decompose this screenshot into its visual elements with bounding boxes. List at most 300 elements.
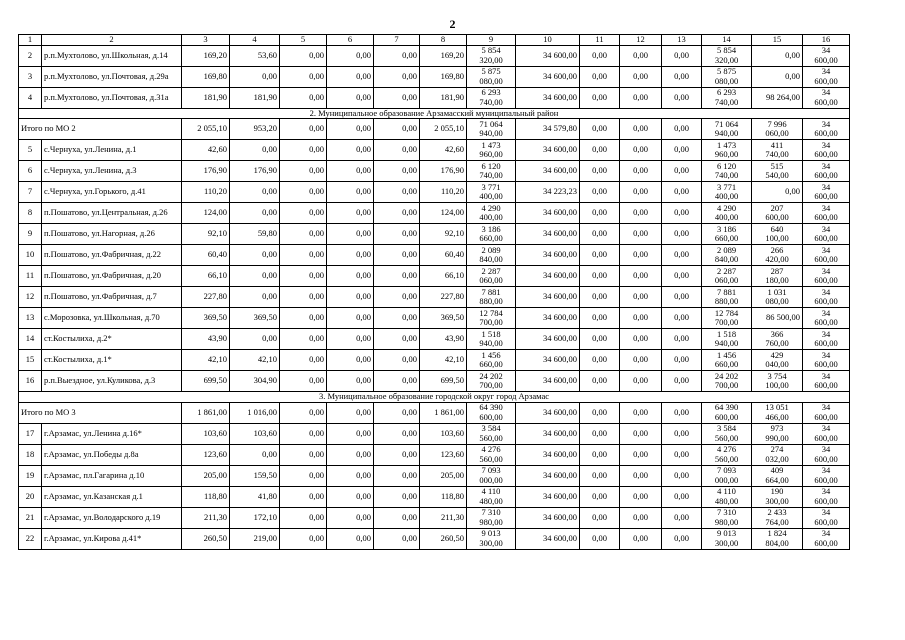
value-cell: 0,00 bbox=[327, 266, 374, 287]
value-cell: 103,60 bbox=[182, 423, 230, 444]
value-cell: 34 600,00 bbox=[516, 45, 580, 66]
value-cell: 0,00 bbox=[374, 423, 420, 444]
value-cell: 205,00 bbox=[420, 465, 467, 486]
value-cell: 34 600,00 bbox=[516, 287, 580, 308]
value-cell: 0,00 bbox=[620, 140, 662, 161]
value-cell: 123,60 bbox=[420, 444, 467, 465]
value-cell: 34 600,00 bbox=[516, 245, 580, 266]
table-row bbox=[19, 245, 850, 266]
value-cell: 42,10 bbox=[182, 350, 230, 371]
value-cell: 0,00 bbox=[620, 224, 662, 245]
value-cell: 0,00 bbox=[620, 203, 662, 224]
value-cell: 159,50 bbox=[230, 465, 280, 486]
value-cell: 0,00 bbox=[280, 245, 327, 266]
value-cell: 0,00 bbox=[620, 465, 662, 486]
value-cell: 0,00 bbox=[327, 245, 374, 266]
column-number-row bbox=[19, 35, 850, 46]
value-cell: 34 600,00 bbox=[803, 119, 850, 140]
address-cell: г.Арзамас, ул.Володарского д.19 bbox=[42, 507, 182, 528]
value-cell: 260,50 bbox=[182, 528, 230, 549]
address-cell: г.Арзамас, ул.Победы д.8а bbox=[42, 444, 182, 465]
value-cell: 3 186 660,00 bbox=[702, 224, 752, 245]
address-cell: с.Чернуха, ул.Ленина, д.3 bbox=[42, 161, 182, 182]
address-cell: с.Чернуха, ул.Ленина, д.1 bbox=[42, 140, 182, 161]
value-cell: 1 824 804,00 bbox=[752, 528, 803, 549]
table-row bbox=[19, 66, 850, 87]
value-cell: 0,00 bbox=[662, 140, 702, 161]
value-cell: 0,00 bbox=[327, 507, 374, 528]
value-cell: 0,00 bbox=[580, 45, 620, 66]
value-cell: 34 600,00 bbox=[803, 45, 850, 66]
column-number: 13 bbox=[662, 35, 702, 46]
value-cell: 266 420,00 bbox=[752, 245, 803, 266]
column-number: 3 bbox=[182, 35, 230, 46]
value-cell: 0,00 bbox=[327, 350, 374, 371]
value-cell: 60,40 bbox=[420, 245, 467, 266]
value-cell: 0,00 bbox=[620, 371, 662, 392]
value-cell: 0,00 bbox=[374, 465, 420, 486]
value-cell: 34 600,00 bbox=[516, 224, 580, 245]
value-cell: 12 784 700,00 bbox=[702, 308, 752, 329]
table-row bbox=[19, 423, 850, 444]
value-cell: 181,90 bbox=[182, 87, 230, 108]
value-cell: 0,00 bbox=[230, 287, 280, 308]
column-number: 7 bbox=[374, 35, 420, 46]
value-cell: 169,80 bbox=[420, 66, 467, 87]
value-cell: 0,00 bbox=[374, 329, 420, 350]
value-cell: 0,00 bbox=[327, 140, 374, 161]
value-cell: 34 600,00 bbox=[516, 140, 580, 161]
value-cell: 34 600,00 bbox=[516, 66, 580, 87]
value-cell: 0,00 bbox=[280, 224, 327, 245]
value-cell: 0,00 bbox=[327, 66, 374, 87]
value-cell: 0,00 bbox=[662, 119, 702, 140]
value-cell: 0,00 bbox=[374, 245, 420, 266]
value-cell: 7 093 000,00 bbox=[702, 465, 752, 486]
value-cell: 34 600,00 bbox=[803, 66, 850, 87]
value-cell: 227,80 bbox=[420, 287, 467, 308]
table-row bbox=[19, 507, 850, 528]
value-cell: 0,00 bbox=[230, 329, 280, 350]
value-cell: 0,00 bbox=[620, 66, 662, 87]
value-cell: 42,10 bbox=[230, 350, 280, 371]
value-cell: 0,00 bbox=[374, 444, 420, 465]
value-cell: 1 456 660,00 bbox=[467, 350, 516, 371]
value-cell: 0,00 bbox=[374, 507, 420, 528]
value-cell: 0,00 bbox=[327, 224, 374, 245]
value-cell: 0,00 bbox=[374, 203, 420, 224]
value-cell: 0,00 bbox=[374, 266, 420, 287]
address-cell: с.Морозовка, ул.Школьная, д.70 bbox=[42, 308, 182, 329]
value-cell: 366 760,00 bbox=[752, 329, 803, 350]
column-number: 11 bbox=[580, 35, 620, 46]
value-cell: 0,00 bbox=[662, 350, 702, 371]
value-cell: 0,00 bbox=[580, 423, 620, 444]
value-cell: 34 600,00 bbox=[803, 87, 850, 108]
value-cell: 60,40 bbox=[182, 245, 230, 266]
table-row bbox=[19, 308, 850, 329]
value-cell: 3 584 560,00 bbox=[467, 423, 516, 444]
value-cell: 34 600,00 bbox=[803, 308, 850, 329]
total-row bbox=[19, 119, 850, 140]
value-cell: 92,10 bbox=[420, 224, 467, 245]
value-cell: 0,00 bbox=[280, 486, 327, 507]
value-cell: 0,00 bbox=[620, 161, 662, 182]
value-cell: 260,50 bbox=[420, 528, 467, 549]
value-cell: 34 600,00 bbox=[516, 371, 580, 392]
value-cell: 4 276 560,00 bbox=[467, 444, 516, 465]
value-cell: 0,00 bbox=[662, 66, 702, 87]
value-cell: 172,10 bbox=[230, 507, 280, 528]
value-cell: 0,00 bbox=[280, 287, 327, 308]
value-cell: 0,00 bbox=[374, 486, 420, 507]
table-row bbox=[19, 87, 850, 108]
address-cell: ст.Костылиха, д.2* bbox=[42, 329, 182, 350]
value-cell: 0,00 bbox=[374, 45, 420, 66]
table-row bbox=[19, 161, 850, 182]
value-cell: 34 600,00 bbox=[803, 465, 850, 486]
table-row bbox=[19, 486, 850, 507]
value-cell: 2 287 060,00 bbox=[467, 266, 516, 287]
column-number: 6 bbox=[327, 35, 374, 46]
value-cell: 3 771 400,00 bbox=[702, 182, 752, 203]
value-cell: 369,50 bbox=[420, 308, 467, 329]
value-cell: 0,00 bbox=[580, 528, 620, 549]
row-number: 20 bbox=[19, 486, 42, 507]
value-cell: 0,00 bbox=[662, 423, 702, 444]
table-row bbox=[19, 140, 850, 161]
value-cell: 2 287 060,00 bbox=[702, 266, 752, 287]
value-cell: 34 600,00 bbox=[803, 402, 850, 423]
value-cell: 411 740,00 bbox=[752, 140, 803, 161]
value-cell: 0,00 bbox=[230, 266, 280, 287]
value-cell: 1 031 080,00 bbox=[752, 287, 803, 308]
value-cell: 7 093 000,00 bbox=[467, 465, 516, 486]
value-cell: 0,00 bbox=[662, 224, 702, 245]
table-row bbox=[19, 528, 850, 549]
value-cell: 5 854 320,00 bbox=[467, 45, 516, 66]
value-cell: 34 600,00 bbox=[516, 402, 580, 423]
section-header-row bbox=[19, 108, 850, 119]
value-cell: 0,00 bbox=[662, 245, 702, 266]
value-cell: 64 390 600,00 bbox=[702, 402, 752, 423]
value-cell: 0,00 bbox=[280, 350, 327, 371]
value-cell: 369,50 bbox=[230, 308, 280, 329]
value-cell: 64 390 600,00 bbox=[467, 402, 516, 423]
value-cell: 0,00 bbox=[580, 402, 620, 423]
value-cell: 0,00 bbox=[580, 66, 620, 87]
value-cell: 2 433 764,00 bbox=[752, 507, 803, 528]
value-cell: 34 600,00 bbox=[516, 87, 580, 108]
address-cell: с.Чернуха, ул.Горького, д.41 bbox=[42, 182, 182, 203]
value-cell: 0,00 bbox=[280, 465, 327, 486]
value-cell: 1 518 940,00 bbox=[467, 329, 516, 350]
value-cell: 7 881 880,00 bbox=[702, 287, 752, 308]
value-cell: 0,00 bbox=[752, 45, 803, 66]
value-cell: 0,00 bbox=[230, 140, 280, 161]
value-cell: 2 055,10 bbox=[182, 119, 230, 140]
value-cell: 0,00 bbox=[280, 402, 327, 423]
value-cell: 0,00 bbox=[620, 182, 662, 203]
value-cell: 0,00 bbox=[230, 444, 280, 465]
value-cell: 640 100,00 bbox=[752, 224, 803, 245]
value-cell: 0,00 bbox=[280, 119, 327, 140]
value-cell: 34 600,00 bbox=[803, 245, 850, 266]
value-cell: 0,00 bbox=[280, 203, 327, 224]
address-cell: р.п.Мухтолово, ул.Почтовая, д.29а bbox=[42, 66, 182, 87]
value-cell: 59,80 bbox=[230, 224, 280, 245]
value-cell: 0,00 bbox=[662, 528, 702, 549]
value-cell: 34 600,00 bbox=[516, 444, 580, 465]
address-cell: р.п.Мухтолово, ул.Почтовая, д.31а bbox=[42, 87, 182, 108]
value-cell: 0,00 bbox=[280, 182, 327, 203]
value-cell: 0,00 bbox=[230, 182, 280, 203]
value-cell: 0,00 bbox=[580, 87, 620, 108]
value-cell: 34 600,00 bbox=[803, 371, 850, 392]
value-cell: 0,00 bbox=[580, 444, 620, 465]
value-cell: 205,00 bbox=[182, 465, 230, 486]
value-cell: 4 290 400,00 bbox=[702, 203, 752, 224]
value-cell: 0,00 bbox=[620, 45, 662, 66]
value-cell: 34 600,00 bbox=[516, 161, 580, 182]
row-number: 18 bbox=[19, 444, 42, 465]
value-cell: 0,00 bbox=[280, 329, 327, 350]
value-cell: 0,00 bbox=[374, 224, 420, 245]
address-cell: п.Пошатово, ул.Фабричная, д.7 bbox=[42, 287, 182, 308]
address-cell: г.Арзамас, ул.Кирова д.41* bbox=[42, 528, 182, 549]
value-cell: 0,00 bbox=[280, 87, 327, 108]
value-cell: 0,00 bbox=[662, 308, 702, 329]
value-cell: 6 120 740,00 bbox=[702, 161, 752, 182]
address-cell: п.Пошатово, ул.Фабричная, д.22 bbox=[42, 245, 182, 266]
value-cell: 409 664,00 bbox=[752, 465, 803, 486]
value-cell: 515 540,00 bbox=[752, 161, 803, 182]
table-row bbox=[19, 350, 850, 371]
row-number: 4 bbox=[19, 87, 42, 108]
value-cell: 118,80 bbox=[182, 486, 230, 507]
value-cell: 1 473 960,00 bbox=[702, 140, 752, 161]
value-cell: 699,50 bbox=[182, 371, 230, 392]
value-cell: 0,00 bbox=[620, 444, 662, 465]
value-cell: 0,00 bbox=[280, 308, 327, 329]
value-cell: 0,00 bbox=[580, 486, 620, 507]
page-number: 2 bbox=[449, 17, 456, 31]
value-cell: 6 293 740,00 bbox=[467, 87, 516, 108]
value-cell: 0,00 bbox=[662, 371, 702, 392]
value-cell: 274 032,00 bbox=[752, 444, 803, 465]
value-cell: 0,00 bbox=[374, 287, 420, 308]
section-title: 2. Муниципальное образование Арзамасский муниципальный район bbox=[19, 108, 850, 119]
row-number: 9 bbox=[19, 224, 42, 245]
value-cell: 429 040,00 bbox=[752, 350, 803, 371]
value-cell: 0,00 bbox=[374, 528, 420, 549]
value-cell: 0,00 bbox=[327, 182, 374, 203]
value-cell: 34 579,80 bbox=[516, 119, 580, 140]
row-number: 13 bbox=[19, 308, 42, 329]
value-cell: 0,00 bbox=[662, 45, 702, 66]
value-cell: 34 600,00 bbox=[803, 140, 850, 161]
row-number: 17 bbox=[19, 423, 42, 444]
value-cell: 7 310 980,00 bbox=[467, 507, 516, 528]
column-number: 14 bbox=[702, 35, 752, 46]
value-cell: 4 290 400,00 bbox=[467, 203, 516, 224]
table-row bbox=[19, 465, 850, 486]
value-cell: 1 518 940,00 bbox=[702, 329, 752, 350]
table-row bbox=[19, 329, 850, 350]
value-cell: 169,20 bbox=[182, 45, 230, 66]
value-cell: 34 600,00 bbox=[803, 350, 850, 371]
row-number: 5 bbox=[19, 140, 42, 161]
value-cell: 0,00 bbox=[374, 66, 420, 87]
value-cell: 0,00 bbox=[580, 465, 620, 486]
value-cell: 34 600,00 bbox=[516, 507, 580, 528]
section-title: 3. Муниципальное образование городской округ город Арзамас bbox=[19, 392, 850, 403]
value-cell: 190 300,00 bbox=[752, 486, 803, 507]
row-number: 15 bbox=[19, 350, 42, 371]
value-cell: 207 600,00 bbox=[752, 203, 803, 224]
column-number: 4 bbox=[230, 35, 280, 46]
value-cell: 4 110 480,00 bbox=[702, 486, 752, 507]
total-label: Итого по МО 2 bbox=[19, 119, 182, 140]
value-cell: 42,60 bbox=[420, 140, 467, 161]
value-cell: 71 064 940,00 bbox=[467, 119, 516, 140]
value-cell: 0,00 bbox=[580, 182, 620, 203]
value-cell: 123,60 bbox=[182, 444, 230, 465]
value-cell: 0,00 bbox=[327, 402, 374, 423]
value-cell: 0,00 bbox=[327, 528, 374, 549]
value-cell: 0,00 bbox=[280, 66, 327, 87]
value-cell: 0,00 bbox=[280, 266, 327, 287]
column-number: 1 bbox=[19, 35, 42, 46]
row-number: 19 bbox=[19, 465, 42, 486]
value-cell: 2 089 840,00 bbox=[702, 245, 752, 266]
value-cell: 0,00 bbox=[327, 371, 374, 392]
value-cell: 227,80 bbox=[182, 287, 230, 308]
value-cell: 4 276 560,00 bbox=[702, 444, 752, 465]
table-row bbox=[19, 287, 850, 308]
value-cell: 98 264,00 bbox=[752, 87, 803, 108]
value-cell: 0,00 bbox=[280, 423, 327, 444]
value-cell: 6 293 740,00 bbox=[702, 87, 752, 108]
value-cell: 181,90 bbox=[420, 87, 467, 108]
value-cell: 0,00 bbox=[230, 66, 280, 87]
column-number: 9 bbox=[467, 35, 516, 46]
value-cell: 0,00 bbox=[280, 140, 327, 161]
value-cell: 0,00 bbox=[662, 402, 702, 423]
value-cell: 0,00 bbox=[280, 507, 327, 528]
table-row bbox=[19, 203, 850, 224]
address-cell: г.Арзамас, ул.Ленина д.16* bbox=[42, 423, 182, 444]
address-cell: п.Пошатово, ул.Центральная, д.26 bbox=[42, 203, 182, 224]
value-cell: 0,00 bbox=[280, 444, 327, 465]
value-cell: 7 881 880,00 bbox=[467, 287, 516, 308]
value-cell: 42,60 bbox=[182, 140, 230, 161]
value-cell: 118,80 bbox=[420, 486, 467, 507]
value-cell: 0,00 bbox=[662, 161, 702, 182]
value-cell: 0,00 bbox=[580, 140, 620, 161]
value-cell: 0,00 bbox=[662, 287, 702, 308]
value-cell: 34 600,00 bbox=[516, 423, 580, 444]
value-cell: 6 120 740,00 bbox=[467, 161, 516, 182]
row-number: 21 bbox=[19, 507, 42, 528]
address-cell: ст.Костылиха, д.1* bbox=[42, 350, 182, 371]
value-cell: 0,00 bbox=[374, 140, 420, 161]
value-cell: 0,00 bbox=[620, 266, 662, 287]
column-number: 5 bbox=[280, 35, 327, 46]
row-number: 22 bbox=[19, 528, 42, 549]
value-cell: 0,00 bbox=[662, 87, 702, 108]
value-cell: 34 600,00 bbox=[803, 266, 850, 287]
value-cell: 0,00 bbox=[662, 465, 702, 486]
value-cell: 1 016,00 bbox=[230, 402, 280, 423]
value-cell: 34 600,00 bbox=[516, 350, 580, 371]
value-cell: 181,90 bbox=[230, 87, 280, 108]
row-number: 2 bbox=[19, 45, 42, 66]
address-cell: г.Арзамас, пл.Гагарина д.10 bbox=[42, 465, 182, 486]
value-cell: 0,00 bbox=[580, 287, 620, 308]
table-row bbox=[19, 224, 850, 245]
value-cell: 0,00 bbox=[662, 507, 702, 528]
value-cell: 176,90 bbox=[230, 161, 280, 182]
total-label: Итого по МО 3 bbox=[19, 402, 182, 423]
value-cell: 0,00 bbox=[620, 528, 662, 549]
value-cell: 34 600,00 bbox=[803, 203, 850, 224]
value-cell: 287 180,00 bbox=[752, 266, 803, 287]
value-cell: 1 456 660,00 bbox=[702, 350, 752, 371]
value-cell: 0,00 bbox=[327, 161, 374, 182]
value-cell: 211,30 bbox=[182, 507, 230, 528]
value-cell: 973 990,00 bbox=[752, 423, 803, 444]
value-cell: 34 600,00 bbox=[803, 486, 850, 507]
value-cell: 0,00 bbox=[620, 402, 662, 423]
value-cell: 0,00 bbox=[280, 45, 327, 66]
value-cell: 0,00 bbox=[580, 266, 620, 287]
value-cell: 176,90 bbox=[420, 161, 467, 182]
value-cell: 0,00 bbox=[752, 182, 803, 203]
value-cell: 953,20 bbox=[230, 119, 280, 140]
value-cell: 169,20 bbox=[420, 45, 467, 66]
total-row bbox=[19, 402, 850, 423]
value-cell: 34 600,00 bbox=[516, 486, 580, 507]
value-cell: 0,00 bbox=[327, 465, 374, 486]
value-cell: 9 013 300,00 bbox=[702, 528, 752, 549]
value-cell: 24 202 700,00 bbox=[467, 371, 516, 392]
row-number: 7 bbox=[19, 182, 42, 203]
address-cell: п.Пошатово, ул.Фабричная, д.20 bbox=[42, 266, 182, 287]
value-cell: 41,80 bbox=[230, 486, 280, 507]
value-cell: 71 064 940,00 bbox=[702, 119, 752, 140]
value-cell: 43,90 bbox=[420, 329, 467, 350]
value-cell: 34 600,00 bbox=[803, 224, 850, 245]
value-cell: 1 861,00 bbox=[420, 402, 467, 423]
value-cell: 0,00 bbox=[662, 486, 702, 507]
value-cell: 43,90 bbox=[182, 329, 230, 350]
value-cell: 0,00 bbox=[374, 308, 420, 329]
value-cell: 369,50 bbox=[182, 308, 230, 329]
value-cell: 0,00 bbox=[580, 245, 620, 266]
value-cell: 7 996 060,00 bbox=[752, 119, 803, 140]
value-cell: 103,60 bbox=[230, 423, 280, 444]
value-cell: 0,00 bbox=[620, 119, 662, 140]
value-cell: 124,00 bbox=[182, 203, 230, 224]
value-cell: 42,10 bbox=[420, 350, 467, 371]
value-cell: 0,00 bbox=[374, 161, 420, 182]
row-number: 16 bbox=[19, 371, 42, 392]
value-cell: 0,00 bbox=[580, 329, 620, 350]
value-cell: 53,60 bbox=[230, 45, 280, 66]
value-cell: 103,60 bbox=[420, 423, 467, 444]
value-cell: 176,90 bbox=[182, 161, 230, 182]
